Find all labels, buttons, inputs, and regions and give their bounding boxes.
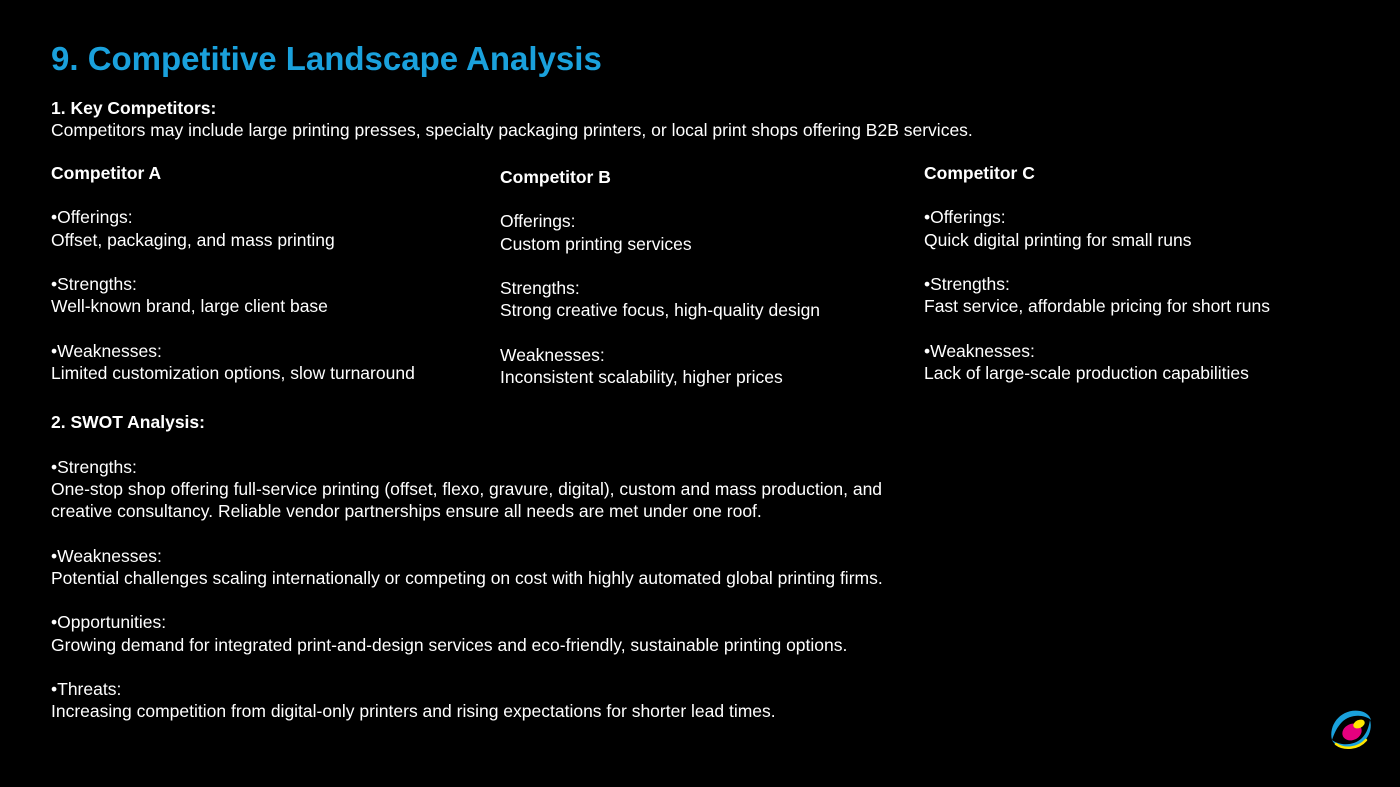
swot-opportunities-label: •Opportunities: (51, 612, 167, 633)
competitor-a-offerings: Offset, packaging, and mass printing (51, 229, 335, 250)
swot-threats-label: •Threats: (51, 678, 122, 699)
brand-logo-icon (1322, 700, 1380, 758)
competitor-c-column (924, 162, 1270, 384)
swot-strengths-label: •Strengths: (51, 457, 137, 477)
competitor-c-name: Competitor C (924, 163, 1035, 183)
key-competitors-heading: 1. Key Competitors: (51, 98, 217, 118)
swot-strengths-line-2: creative consultancy. Reliable vendor partnerships ensure all needs are met under one roof. (51, 501, 762, 522)
swot-threats: Increasing competition from digital-only printers and rising expectations for shorter lead times. (51, 701, 776, 722)
competitor-a-column (51, 162, 415, 384)
key-competitors-intro: Competitors may include large printing presses, specialty packaging printers, or local print shops offering B2B services. (51, 120, 973, 140)
swot-opportunities: Growing demand for integrated print-and-design services and eco-friendly, sustainable printing options. (51, 634, 848, 655)
competitor-c-offerings-label: •Offerings: (924, 207, 1006, 228)
slide-title: 9. Competitive Landscape Analysis (51, 40, 602, 77)
competitor-b-weaknesses: Inconsistent scalability, higher prices (500, 366, 783, 387)
competitor-c-strengths: Fast service, affordable pricing for short runs (924, 296, 1270, 317)
competitor-b-strengths-label: Strengths: (500, 277, 580, 298)
competitor-b-column (500, 166, 820, 388)
competitor-b-name: Competitor B (500, 167, 611, 187)
competitor-c-weaknesses: Lack of large-scale production capabilities (924, 362, 1249, 383)
swot-weaknesses-label: •Weaknesses: (51, 545, 162, 566)
competitor-b-weaknesses-label: Weaknesses: (500, 344, 605, 365)
competitor-a-name: Competitor A (51, 163, 162, 183)
swot-heading: 2. SWOT Analysis: (51, 412, 205, 432)
swot-list (51, 456, 883, 722)
competitor-c-weaknesses-label: •Weaknesses: (924, 340, 1035, 361)
swot-weaknesses: Potential challenges scaling internationally or competing on cost with highly automated global printing firms. (51, 568, 883, 588)
competitor-b-offerings-label: Offerings: (500, 211, 576, 232)
competitor-a-strengths-label: •Strengths: (51, 273, 137, 294)
competitor-c-offerings: Quick digital printing for small runs (924, 229, 1192, 250)
competitor-a-weaknesses: Limited customization options, slow turnaround (51, 362, 415, 383)
swot-strengths-line-1: One-stop shop offering full-service printing (offset, flexo, gravure, digital), custom and mass production, and (51, 479, 883, 500)
competitor-b-offerings: Custom printing services (500, 233, 692, 254)
brand-logo-graphic (1322, 700, 1380, 758)
competitor-a-weaknesses-label: •Weaknesses: (51, 340, 162, 361)
competitor-b-strengths: Strong creative focus, high-quality design (500, 300, 821, 321)
competitor-c-strengths-label: •Strengths: (924, 273, 1010, 294)
competitor-a-strengths: Well-known brand, large client base (51, 296, 328, 317)
competitor-a-offerings-label: •Offerings: (51, 207, 133, 228)
